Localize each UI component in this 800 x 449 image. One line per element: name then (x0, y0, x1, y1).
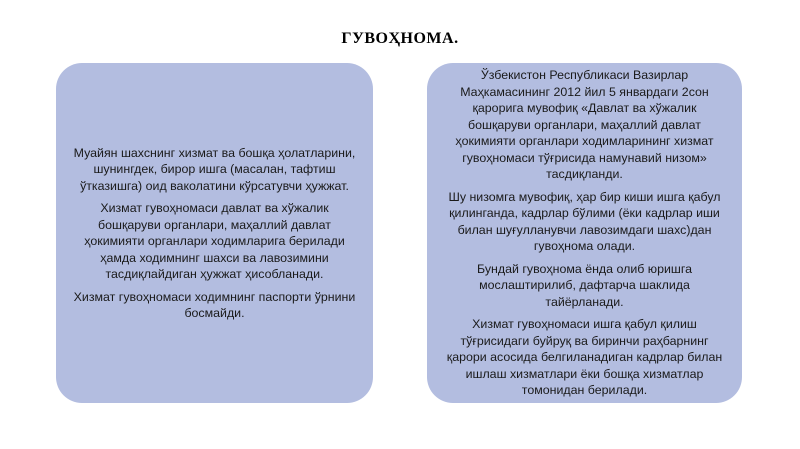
left-paragraph-3: Хизмат гувоҳномаси ходимнинг паспорти ўрнини босмайди. (73, 289, 356, 320)
right-paragraph-2: Шу низомга мувофиқ, ҳар бир киши ишга қабул қилинганда, кадрлар бўлими (ёки кадрлар иши билан шуғулланувчи лавозимдаги шахс)дан гувоҳнома олади. (448, 189, 721, 254)
left-paragraph-1: Муайян шахснинг хизмат ва бошқа ҳолатларини, шунингдек, бирор ишга (масалан, тафтиш ўтказишга) оид ваколатини кўрсатувчи ҳужжат. (73, 145, 356, 193)
left-paragraph-2: Хизмат гувоҳномаси давлат ва хўжалик бошқаруви органлари, маҳаллий давлат ҳокимияти органлари ходимларига берилади ҳамда ходимнинг шахси ва лавозимини тасдиқлайдиган ҳужжат ҳисобланади. (84, 201, 345, 281)
left-text-card (56, 63, 373, 403)
right-text-card (427, 63, 742, 403)
right-paragraph-1: Ўзбекистон Республикаси Вазирлар Маҳкамасининг 2012 йил 5 январдаги 2сон қарорига мувофиқ «Давлат ва хўжалик бошқаруви органлари, маҳаллий давлат ҳокимияти органлари ходимларининг хизмат гувоҳномаси тўғрисида намунавий низом» тасдиқланди. (455, 68, 714, 182)
slide-title: ГУВОҲНОМА. (341, 30, 459, 47)
right-paragraph-3: Бундай гувоҳнома ёнда олиб юришга мослаштирилиб, дафтарча шаклида тайёрланади. (476, 261, 692, 309)
right-paragraph-4: Хизмат гувоҳномаси ишга қабул қилиш тўғрисидаги буйруқ ва биринчи раҳбарнинг қарори асосида белгиланадиган кадрлар билан ишлаш хизматлари ёки бошқа хизматлар томонидан берилади. (446, 317, 723, 398)
